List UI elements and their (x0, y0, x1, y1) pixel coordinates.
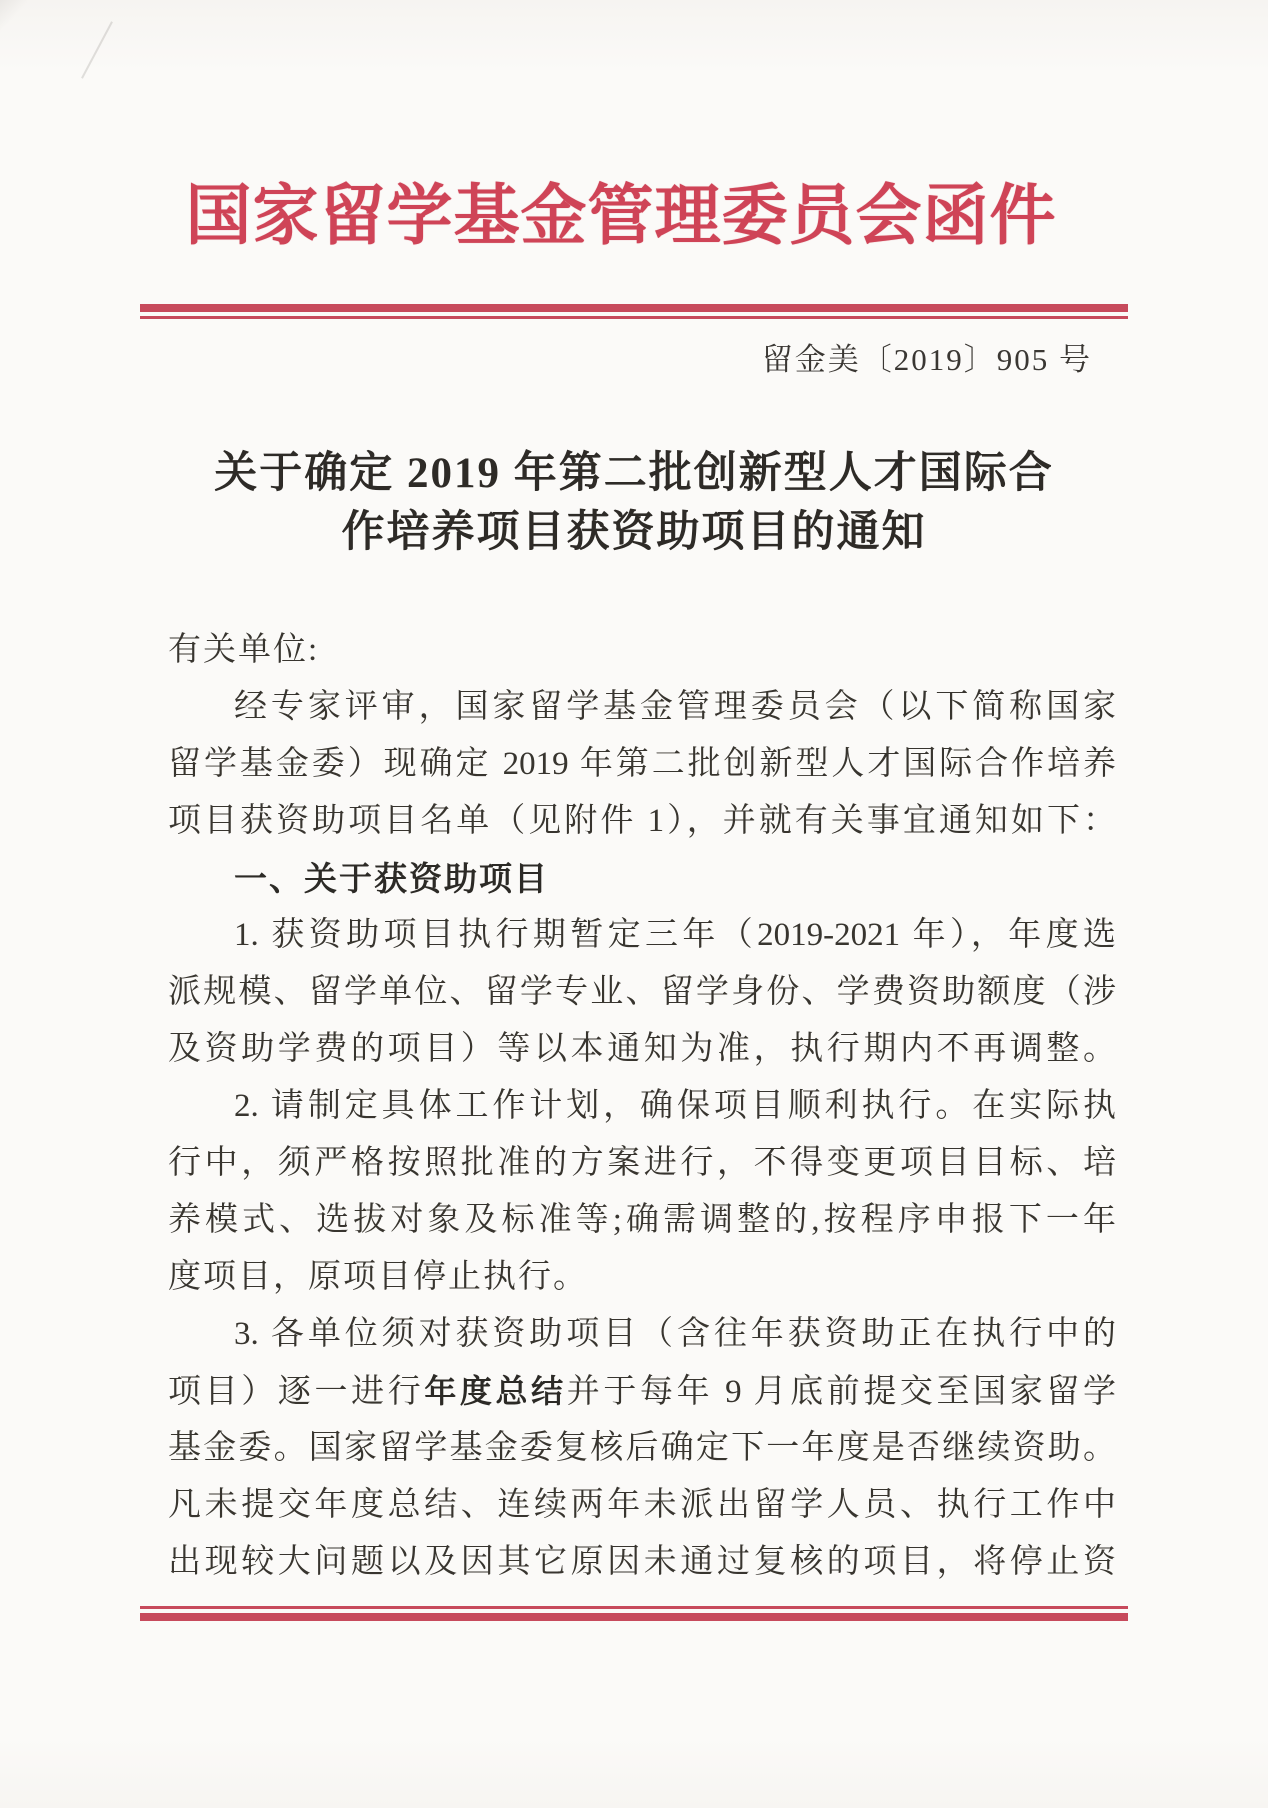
body-line: 行中，须严格按照批准的方案进行，不得变更项目目标、培 (168, 1145, 1116, 1181)
body-line: 2. 请制定具体工作计划，确保项目顺利执行。在实际执 (234, 1088, 1116, 1124)
salutation: 有关单位: (168, 632, 320, 668)
body-line: 经专家评审，国家留学基金管理委员会（以下简称国家 (234, 689, 1116, 725)
body-line-with-bold-phrase (168, 1363, 1116, 1420)
body-line: 度项目，原项目停止执行。 (168, 1259, 588, 1295)
body-line: 出现较大问题以及因其它原因未通过复核的项目，将停止资 (168, 1544, 1116, 1580)
body-line: 基金委。国家留学基金委复核后确定下一年度是否继续资助。 (168, 1430, 1116, 1466)
body-line: 3. 各单位须对获资助项目（含往年获资助正在执行中的 (234, 1316, 1116, 1352)
footer-divider (140, 1606, 1128, 1621)
body-line: 留学基金委）现确定 2019 年第二批创新型人才国际合作培养 (168, 746, 1116, 782)
body-line: 项目获资助项目名单（见附件 1），并就有关事宜通知如下： (168, 803, 1116, 839)
letterhead-title: 国家留学基金管理委员会函件 (185, 180, 1057, 253)
body-line: 1. 获资助项目执行期暂定三年（2019-2021 年），年度选 (234, 917, 1116, 953)
letter-body (168, 622, 1116, 1591)
body-line: 凡未提交年度总结、连续两年未派出留学人员、执行工作中 (168, 1487, 1116, 1523)
document-number: 留金美〔2019〕905 号 (761, 342, 1092, 377)
body-line: 及资助学费的项目）等以本通知为准，执行期内不再调整。 (168, 1031, 1116, 1067)
body-line: 派规模、留学单位、留学专业、留学身份、学费资助额度（涉 (168, 974, 1116, 1010)
header-divider-thin-line (140, 316, 1128, 319)
header-divider (140, 304, 1128, 319)
body-line-segment: 项目）逐一进行 (168, 1374, 425, 1410)
bold-phrase: 年度总结 (424, 1373, 567, 1409)
body-line: 养模式、选拔对象及标准等;确需调整的,按程序申报下一年 (168, 1202, 1116, 1238)
section-heading: 一、关于获资助项目 (234, 860, 549, 897)
footer-divider-thick-line (140, 1613, 1128, 1621)
notice-title-line2: 作培养项目获资助项目的通知 (341, 509, 927, 556)
body-line-segment: 并于每年 9 月底前提交至国家留学 (566, 1374, 1117, 1410)
header-divider-thick-line (140, 304, 1128, 312)
notice-title-line1: 关于确定 2019 年第二批创新型人才国际合 (214, 450, 1054, 497)
notice-title (0, 444, 1268, 562)
